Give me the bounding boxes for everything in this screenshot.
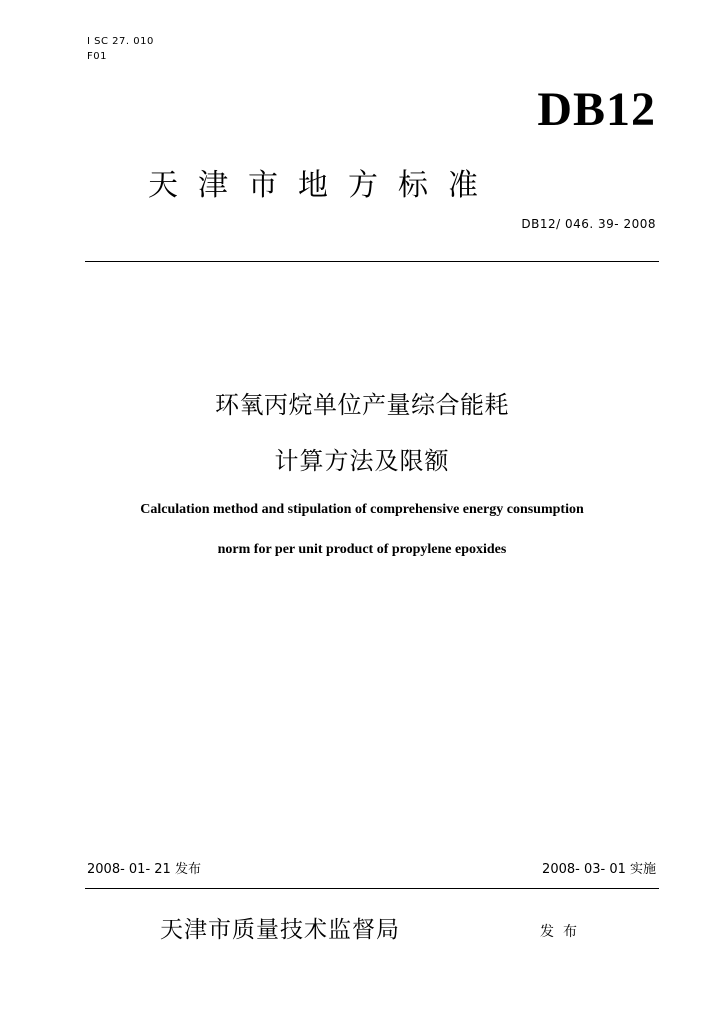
db-code: DB12: [537, 83, 656, 136]
issue-date: 2008- 01- 21 发布: [87, 862, 201, 877]
title-en-line-1: Calculation method and stipulation of comprehensive energy consumption: [140, 502, 584, 517]
ccs-code: F01: [87, 51, 107, 62]
ics-code: I SC 27. 010: [87, 36, 154, 47]
issue-word: 发布: [540, 924, 586, 940]
issuing-authority: 天津市质量技术监督局: [160, 917, 400, 943]
title-zh-line-2: 计算方法及限额: [274, 447, 450, 475]
title-zh-line-1: 环氧丙烷单位产量综合能耗: [215, 391, 509, 419]
standard-number: DB12/ 046. 39- 2008: [521, 217, 656, 231]
implementation-date: 2008- 03- 01 实施: [542, 862, 656, 877]
standard-type-label: 天津市地方标准: [148, 168, 498, 203]
title-en-line-2: norm for per unit product of propylene epoxides: [217, 542, 507, 557]
bottom-divider: [85, 888, 659, 889]
top-divider: [85, 261, 659, 262]
